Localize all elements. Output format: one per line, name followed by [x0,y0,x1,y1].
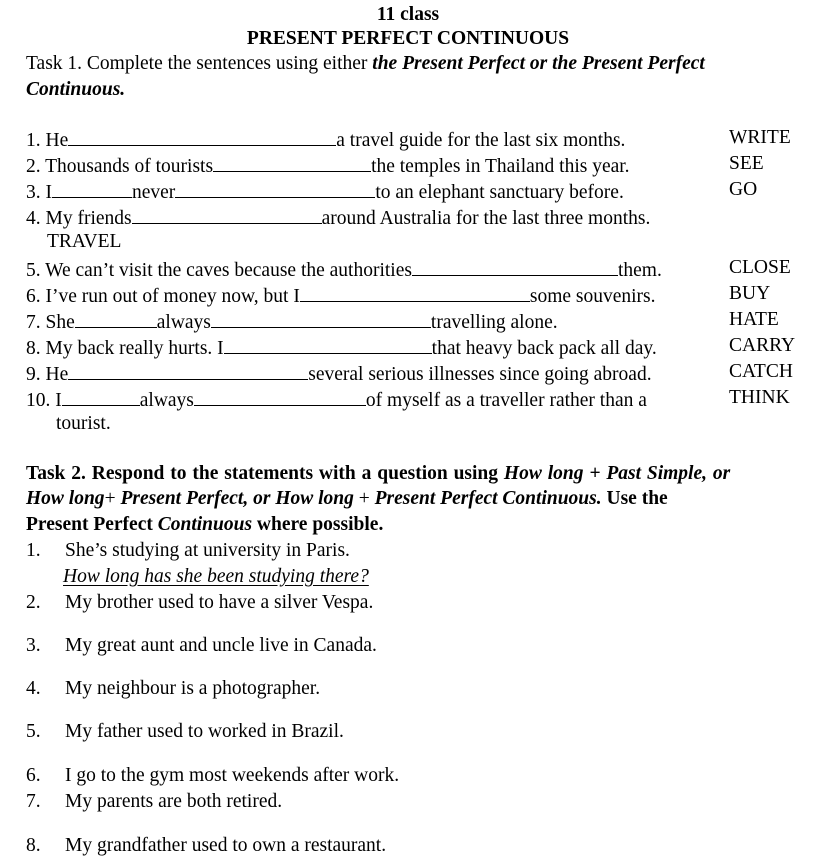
item-text: a travel guide for the last six months. [336,130,626,151]
item-text: 4. My friends [26,208,132,229]
item-text: 5. We can’t visit the caves because the authorities [26,260,412,281]
task2-text: + [353,488,375,509]
class-label: 11 class [376,4,440,25]
verb-cue: CATCH [729,361,793,382]
task2-statement: My grandfather used to own a restaurant. [65,835,387,856]
item-text: them. [617,260,662,281]
item-text: 8. My back really hurts. I [26,338,224,359]
answer-blank[interactable] [211,310,431,328]
item-number: 1. [26,540,41,561]
task2-statement: I go to the gym most weekends after work. [65,765,400,786]
task2-statement: My great aunt and uncle live in Canada. [65,635,377,656]
verb-cue: SEE [729,153,764,174]
verb-cue: CARRY [729,335,796,356]
verb-cue: GO [729,179,758,200]
item-number: 6. [26,765,41,786]
task2-statement: My father used to worked in Brazil. [65,721,344,742]
task2-text: Use the [601,488,668,509]
answer-blank[interactable] [62,388,140,406]
example-answer: How long has she been studying there? [63,566,369,587]
answer-blank[interactable] [52,180,132,198]
task1-item-1 [26,128,625,151]
item-text: 2. Thousands of tourists [26,156,214,177]
item-number: 2. [26,592,41,613]
task2-emphasis: How long + Past Simple, or [503,463,731,484]
item-text: around Australia for the last three months. [321,208,651,229]
task1-item-9 [26,362,652,385]
task1-item-3 [26,180,624,203]
item-text: 7. She [26,312,75,333]
item-text: never [132,182,176,203]
answer-blank[interactable] [194,388,366,406]
task1-instructions [26,54,705,74]
task1-emphasis-cont: Continuous. [26,79,126,100]
item-text: 10. I [26,390,62,411]
task2-instructions-line3 [26,515,383,535]
task1-emphasis: the Present Perfect or the Present Perfect [372,53,705,74]
task2-emphasis: Continuous [157,514,253,535]
item-number: 7. [26,791,41,812]
item-number: 3. [26,635,41,656]
item-text: to an elephant sanctuary before. [375,182,624,203]
item-continuation: tourist. [56,413,111,434]
task2-text: + [104,488,121,509]
task2-text: Present Perfect [26,514,158,535]
item-number: 5. [26,721,41,742]
answer-blank[interactable] [132,206,322,224]
task2-statement: My parents are both retired. [65,791,283,812]
verb-cue: BUY [729,283,771,304]
item-text: always [156,312,211,333]
answer-blank[interactable] [75,310,157,328]
answer-blank[interactable] [213,154,371,172]
answer-blank[interactable] [68,128,336,146]
task2-instructions-line1 [26,464,730,484]
task2-emphasis: How long [26,488,105,509]
task1-item-6 [26,284,656,307]
item-text: 6. I’ve run out of money now, but I [26,286,300,307]
item-number: 4. [26,678,41,699]
item-text: that heavy back pack all day. [431,338,657,359]
verb-cue: CLOSE [729,257,791,278]
task1-item-10 [26,388,647,411]
item-text: travelling alone. [430,312,558,333]
item-text: several serious illnesses since going abroad. [308,364,652,385]
answer-blank[interactable] [68,362,308,380]
task2-text: where possible. [252,514,384,535]
item-number: 8. [26,835,41,856]
task2-statement: She’s studying at university in Paris. [65,540,350,561]
verb-cue: HATE [729,309,779,330]
task2-instructions-line2 [26,489,668,509]
item-text: 3. I [26,182,52,203]
task1-item-2 [26,154,630,177]
item-text: always [139,390,194,411]
task1-item-4 [26,206,650,229]
task1-prefix: Task 1. Complete the sentences using either [26,53,373,74]
item-text: of myself as a traveller rather than a [365,390,647,411]
answer-blank[interactable] [412,258,618,276]
item-text: some souvenirs. [529,286,656,307]
item-text: 1. He [26,130,69,151]
task1-item-5 [26,258,662,281]
answer-blank[interactable] [224,336,432,354]
page-title: PRESENT PERFECT CONTINUOUS [246,28,570,49]
task2-statement: My neighbour is a photographer. [65,678,321,699]
task1-item-8 [26,336,657,359]
task2-emphasis: Present Perfect Continuous. [374,488,602,509]
verb-cue: WRITE [729,127,791,148]
task1-item-7 [26,310,558,333]
answer-blank[interactable] [175,180,375,198]
item-text: the temples in Thailand this year. [371,156,630,177]
verb-cue: THINK [729,387,790,408]
answer-blank[interactable] [300,284,530,302]
verb-cue: TRAVEL [47,231,122,252]
item-text: 9. He [26,364,69,385]
task2-statement: My brother used to have a silver Vespa. [65,592,374,613]
task2-text: Task 2. Respond to the statements with a question using [26,463,504,484]
task2-emphasis: Present Perfect, or How long [120,488,354,509]
